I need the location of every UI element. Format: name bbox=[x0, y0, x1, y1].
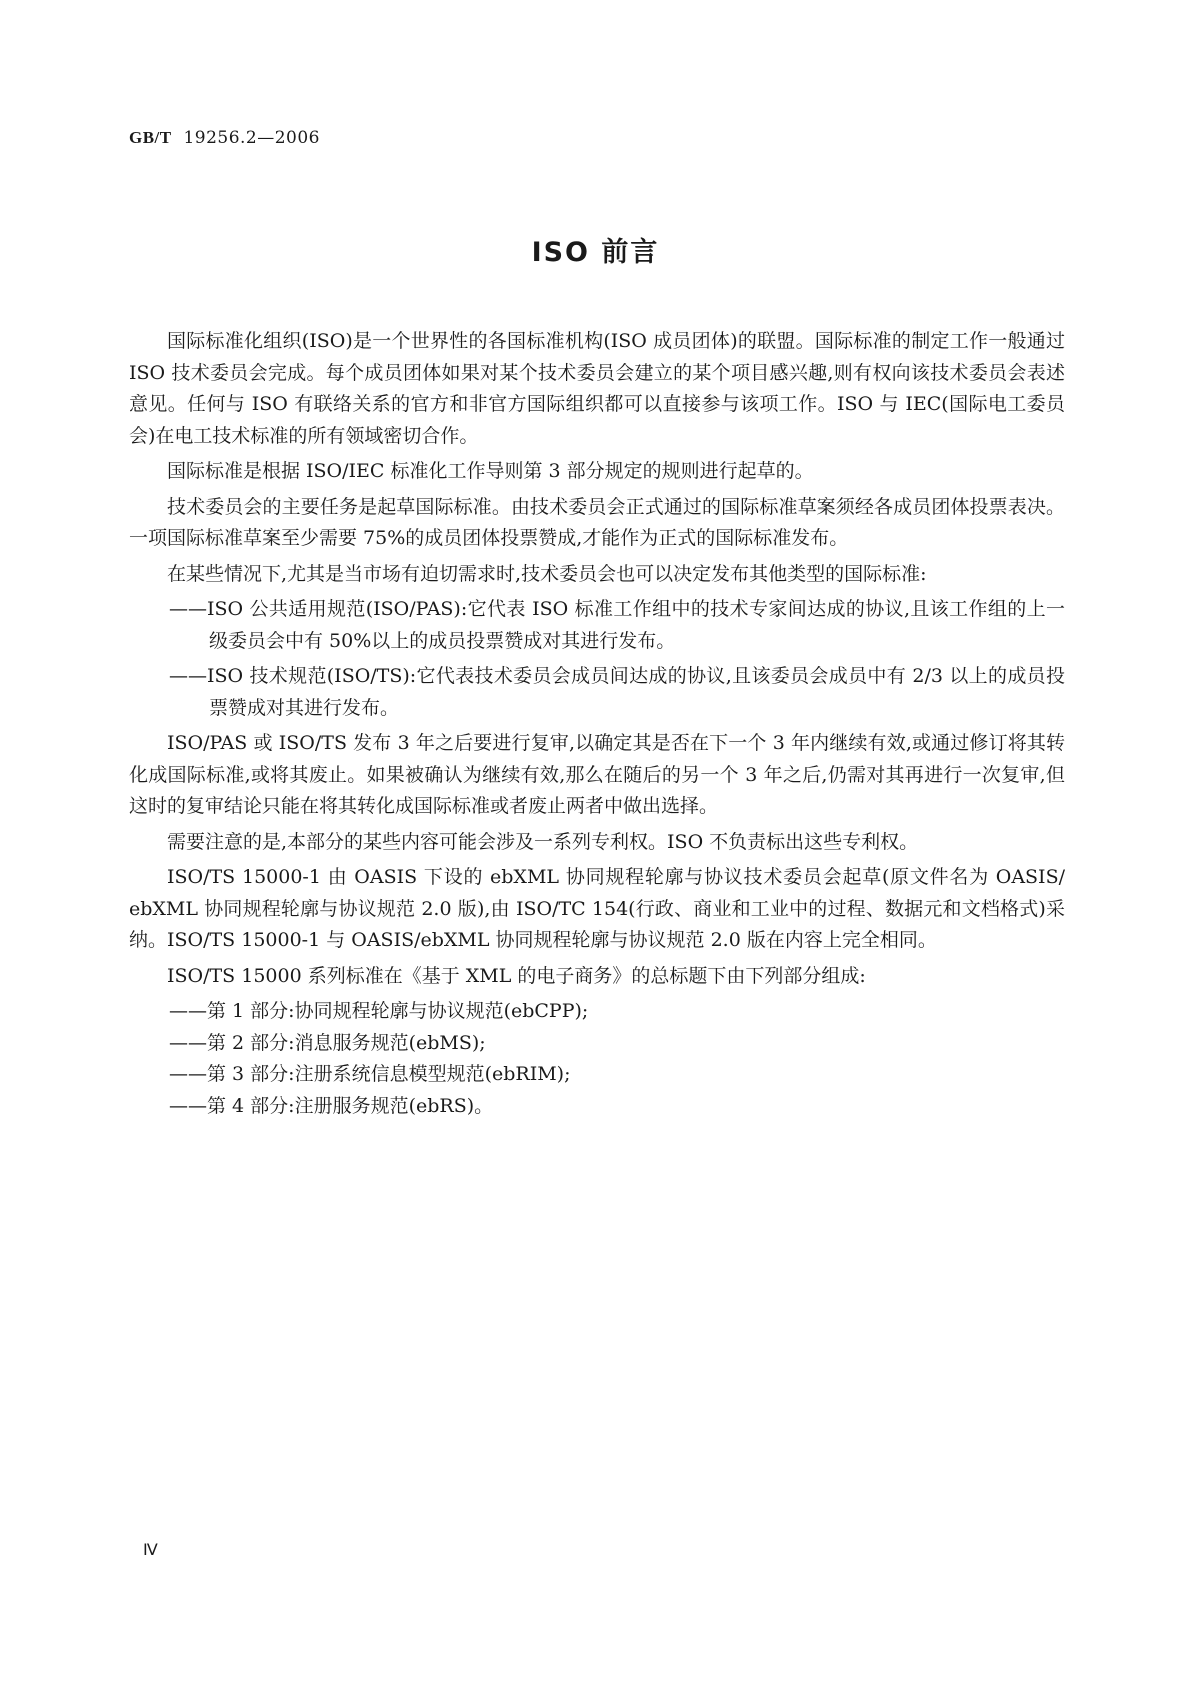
list-item-part-2: ——第 2 部分:消息服务规范(ebMS); bbox=[169, 1031, 486, 1054]
list-item-part-4: ——第 4 部分:注册服务规范(ebRS)。 bbox=[169, 1094, 494, 1117]
page-title: ISO 前言 bbox=[531, 237, 660, 268]
document-code bbox=[129, 128, 320, 148]
list-item-part-1: ——第 1 部分:协同规程轮廓与协议规范(ebCPP); bbox=[169, 1000, 589, 1022]
document-code-number: 19256.2—2006 bbox=[183, 128, 321, 148]
page-number: Ⅳ bbox=[143, 1542, 158, 1559]
dash-item-iso-pas: ——ISO 公共适用规范(ISO/PAS):它代表 ISO 标准工作组中的技术专家间达成的协议,且该工作组的上一级委员会中有 50%以上的成员投票赞成对其进行发布。 bbox=[169, 598, 1065, 652]
document-code-prefix: GB/T bbox=[129, 128, 172, 147]
paragraph-patents: 需要注意的是,本部分的某些内容可能会涉及一系列专利权。ISO 不负责标出这些专利权。 bbox=[167, 830, 919, 853]
paragraph-iso-organization: 国际标准化组织(ISO)是一个世界性的各国标准机构(ISO 成员团体)的联盟。国际标准的制定工作一般通过 ISO 技术委员会完成。每个成员团体如果对某个技术委员会建立的某个项目感兴趣,则有权向该技术委员会表述意见。任何与 ISO 有联络关系的官方和非官方国际组织都可以直接参与该项工作。ISO 与 IEC(国际电工委员会)在电工技术标准的所有领域密切合作。 bbox=[129, 330, 1065, 447]
dash-item-iso-ts: ——ISO 技术规范(ISO/TS):它代表技术委员会成员间达成的协议,且该委员会成员中有 2/3 以上的成员投票赞成对其进行发布。 bbox=[169, 665, 1065, 719]
paragraph-series-parts: ISO/TS 15000 系列标准在《基于 XML 的电子商务》的总标题下由下列部分组成: bbox=[167, 964, 866, 987]
paragraph-origin: ISO/TS 15000-1 由 OASIS 下设的 ebXML 协同规程轮廓与协议技术委员会起草(原文件名为 OASIS/ ebXML 协同规程轮廓与协议规范 2.0 版),由 ISO/TC 154(行政、商业和工业中的过程、数据元和文档格式)采纳。ISO/TS 15000-1 与 OASIS/ebXML 协同规程轮廓与协议规范 2.0 版在内容上完全相同。 bbox=[129, 866, 1065, 951]
list-item-part-3: ——第 3 部分:注册系统信息模型规范(ebRIM); bbox=[169, 1063, 571, 1085]
foreword-body bbox=[129, 326, 1065, 1122]
paragraph-other-types: 在某些情况下,尤其是当市场有迫切需求时,技术委员会也可以决定发布其他类型的国际标准: bbox=[167, 562, 927, 585]
paragraph-drafting-rules: 国际标准是根据 ISO/IEC 标准化工作导则第 3 部分规定的规则进行起草的。 bbox=[167, 460, 814, 482]
paragraph-committee-tasks: 技术委员会的主要任务是起草国际标准。由技术委员会正式通过的国际标准草案须经各成员团体投票表决。一项国际标准草案至少需要 75%的成员团体投票赞成,才能作为正式的国际标准发布。 bbox=[129, 495, 1065, 549]
paragraph-review: ISO/PAS 或 ISO/TS 发布 3 年之后要进行复审,以确定其是否在下一个 3 年内继续有效,或通过修订将其转化成国际标准,或将其废止。如果被确认为继续有效,那么在随后的另一个 3 年之后,仍需对其再进行一次复审,但这时的复审结论只能在将其转化成国际标准或者废止两者中做出选择。 bbox=[129, 732, 1065, 817]
